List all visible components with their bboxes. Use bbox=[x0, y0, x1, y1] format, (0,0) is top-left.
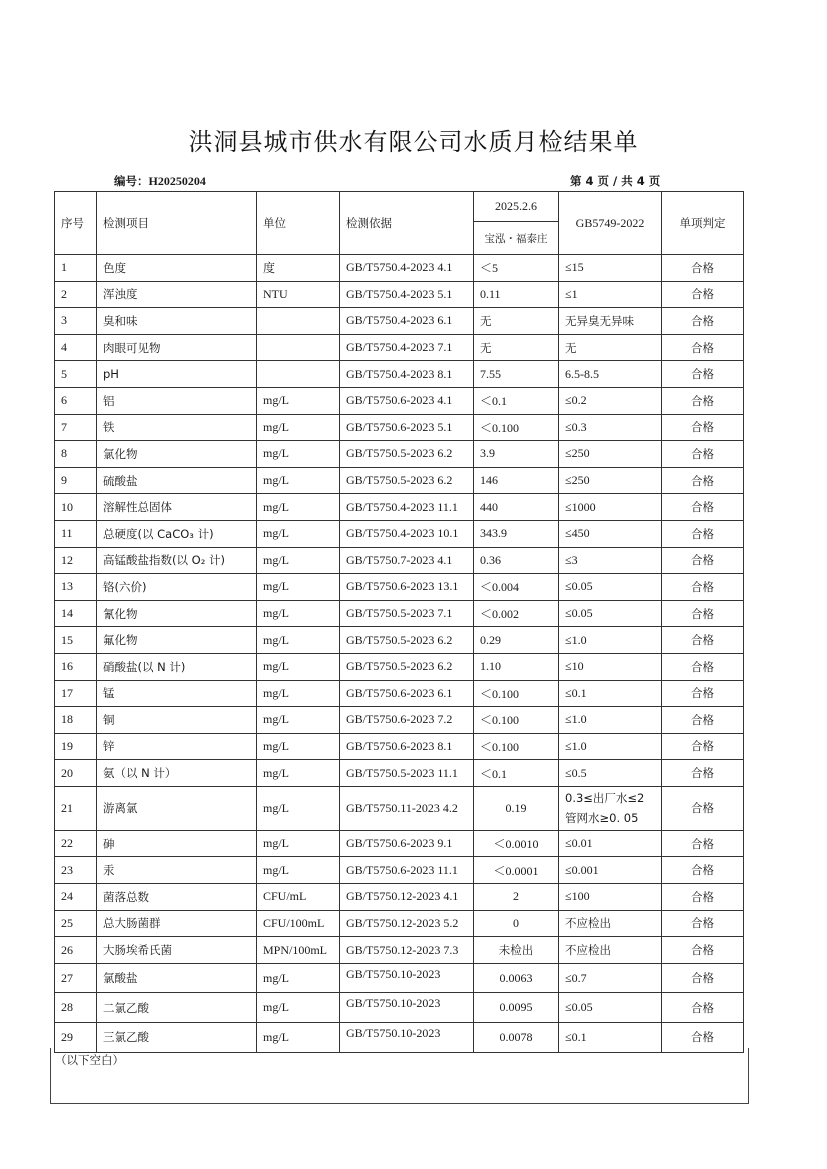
row-number: 8 bbox=[55, 441, 97, 468]
table-row bbox=[55, 441, 744, 468]
item-name: 硝酸盐(以 N 计) bbox=[97, 653, 257, 680]
verdict-cell: 合格 bbox=[662, 334, 744, 361]
table-row bbox=[55, 387, 744, 414]
basis-cell: GB/T5750.4-2023 6.1 bbox=[340, 308, 474, 335]
footer-box bbox=[50, 1048, 749, 1104]
unit-cell: CFU/100mL bbox=[257, 910, 340, 937]
item-name: 总硬度(以 CaCO₃ 计) bbox=[97, 520, 257, 547]
verdict-cell: 合格 bbox=[662, 707, 744, 734]
limit-cell: ≤1000 bbox=[559, 494, 662, 521]
basis-cell: GB/T5750.6-2023 11.1 bbox=[340, 857, 474, 884]
result-cell: 1.10 bbox=[474, 653, 559, 680]
verdict-cell: 合格 bbox=[662, 627, 744, 654]
limit-cell bbox=[559, 786, 662, 830]
verdict-cell: 合格 bbox=[662, 993, 744, 1023]
limit-line-1: 0.3≤出厂水≤2 bbox=[565, 791, 645, 806]
table-row bbox=[55, 334, 744, 361]
table-row bbox=[55, 574, 744, 601]
basis-cell: GB/T5750.10-2023 bbox=[340, 993, 474, 1023]
footer-note: （以下空白） bbox=[55, 1053, 124, 1067]
item-name: 三氯乙酸 bbox=[97, 1023, 257, 1053]
verdict-cell: 合格 bbox=[662, 494, 744, 521]
basis-cell: GB/T5750.6-2023 4.1 bbox=[340, 387, 474, 414]
row-number: 25 bbox=[55, 910, 97, 937]
item-name: 铬(六价) bbox=[97, 574, 257, 601]
table-row bbox=[55, 520, 744, 547]
verdict-cell: 合格 bbox=[662, 733, 744, 760]
basis-cell: GB/T5750.4-2023 8.1 bbox=[340, 361, 474, 388]
verdict-cell: 合格 bbox=[662, 387, 744, 414]
row-number: 17 bbox=[55, 680, 97, 707]
limit-cell: ≤1.0 bbox=[559, 733, 662, 760]
verdict-cell: 合格 bbox=[662, 308, 744, 335]
unit-cell bbox=[257, 308, 340, 335]
item-name: 氨（以 N 计） bbox=[97, 760, 257, 787]
row-number: 28 bbox=[55, 993, 97, 1023]
verdict-cell: 合格 bbox=[662, 653, 744, 680]
basis-cell: GB/T5750.12-2023 4.1 bbox=[340, 884, 474, 911]
table-row bbox=[55, 600, 744, 627]
limit-cell: ≤1.0 bbox=[559, 707, 662, 734]
table-row bbox=[55, 281, 744, 308]
row-number: 26 bbox=[55, 937, 97, 964]
verdict-cell: 合格 bbox=[662, 884, 744, 911]
unit-cell: mg/L bbox=[257, 963, 340, 993]
result-cell: 无 bbox=[474, 334, 559, 361]
row-number: 1 bbox=[55, 255, 97, 282]
table-row bbox=[55, 653, 744, 680]
unit-cell: mg/L bbox=[257, 786, 340, 830]
table-row bbox=[55, 857, 744, 884]
verdict-cell: 合格 bbox=[662, 520, 744, 547]
basis-cell: GB/T5750.4-2023 7.1 bbox=[340, 334, 474, 361]
result-cell: 0.11 bbox=[474, 281, 559, 308]
basis-cell: GB/T5750.6-2023 9.1 bbox=[340, 830, 474, 857]
header-date: 2025.2.6 bbox=[474, 192, 559, 222]
serial-number bbox=[114, 173, 206, 189]
unit-cell: NTU bbox=[257, 281, 340, 308]
table-row bbox=[55, 494, 744, 521]
unit-cell: mg/L bbox=[257, 653, 340, 680]
result-cell: ＜0.100 bbox=[474, 733, 559, 760]
verdict-cell: 合格 bbox=[662, 574, 744, 601]
row-number: 20 bbox=[55, 760, 97, 787]
row-number: 11 bbox=[55, 520, 97, 547]
table-row bbox=[55, 255, 744, 282]
row-number: 10 bbox=[55, 494, 97, 521]
table-row bbox=[55, 937, 744, 964]
limit-cell: ≤450 bbox=[559, 520, 662, 547]
verdict-cell: 合格 bbox=[662, 830, 744, 857]
table-row bbox=[55, 910, 744, 937]
verdict-cell: 合格 bbox=[662, 680, 744, 707]
item-name: 游离氯 bbox=[97, 786, 257, 830]
limit-cell: ≤100 bbox=[559, 884, 662, 911]
basis-cell: GB/T5750.4-2023 5.1 bbox=[340, 281, 474, 308]
verdict-cell: 合格 bbox=[662, 600, 744, 627]
limit-cell: ≤0.05 bbox=[559, 993, 662, 1023]
basis-cell: GB/T5750.5-2023 6.2 bbox=[340, 627, 474, 654]
row-number: 5 bbox=[55, 361, 97, 388]
verdict-cell: 合格 bbox=[662, 467, 744, 494]
item-name: pH bbox=[97, 361, 257, 388]
results-table bbox=[54, 191, 744, 1053]
unit-cell: mg/L bbox=[257, 414, 340, 441]
verdict-cell: 合格 bbox=[662, 857, 744, 884]
verdict-cell: 合格 bbox=[662, 786, 744, 830]
limit-cell: 不应检出 bbox=[559, 937, 662, 964]
basis-cell: GB/T5750.12-2023 7.3 bbox=[340, 937, 474, 964]
item-name: 氯化物 bbox=[97, 441, 257, 468]
result-cell: ＜0.002 bbox=[474, 600, 559, 627]
basis-cell: GB/T5750.5-2023 6.2 bbox=[340, 467, 474, 494]
row-number: 16 bbox=[55, 653, 97, 680]
table-row bbox=[55, 707, 744, 734]
verdict-cell: 合格 bbox=[662, 760, 744, 787]
row-number: 15 bbox=[55, 627, 97, 654]
row-number: 22 bbox=[55, 830, 97, 857]
limit-cell: 不应检出 bbox=[559, 910, 662, 937]
limit-cell: ≤0.1 bbox=[559, 1023, 662, 1053]
limit-cell: 6.5-8.5 bbox=[559, 361, 662, 388]
table-row bbox=[55, 733, 744, 760]
table-row bbox=[55, 414, 744, 441]
result-cell: ＜0.1 bbox=[474, 760, 559, 787]
header-location: 宝泓・福泰庄 bbox=[474, 222, 559, 255]
limit-cell: ≤0.5 bbox=[559, 760, 662, 787]
unit-cell bbox=[257, 361, 340, 388]
unit-cell: mg/L bbox=[257, 574, 340, 601]
item-name: 铁 bbox=[97, 414, 257, 441]
result-cell: 2 bbox=[474, 884, 559, 911]
result-cell: 440 bbox=[474, 494, 559, 521]
limit-cell: ≤0.001 bbox=[559, 857, 662, 884]
header-verdict: 单项判定 bbox=[662, 192, 744, 255]
row-number: 13 bbox=[55, 574, 97, 601]
result-cell: 0.19 bbox=[474, 786, 559, 830]
unit-cell: mg/L bbox=[257, 707, 340, 734]
item-name: 肉眼可见物 bbox=[97, 334, 257, 361]
result-cell: ＜0.0001 bbox=[474, 857, 559, 884]
header-standard: GB5749-2022 bbox=[559, 192, 662, 255]
limit-cell: ≤0.01 bbox=[559, 830, 662, 857]
item-name: 二氯乙酸 bbox=[97, 993, 257, 1023]
basis-cell: GB/T5750.10-2023 bbox=[340, 1023, 474, 1053]
header-item: 检测项目 bbox=[97, 192, 257, 255]
item-name: 浑浊度 bbox=[97, 281, 257, 308]
limit-cell: ≤250 bbox=[559, 441, 662, 468]
basis-cell: GB/T5750.4-2023 10.1 bbox=[340, 520, 474, 547]
table-row bbox=[55, 467, 744, 494]
result-cell: 0.0063 bbox=[474, 963, 559, 993]
unit-cell: mg/L bbox=[257, 993, 340, 1023]
verdict-cell: 合格 bbox=[662, 281, 744, 308]
item-name: 铝 bbox=[97, 387, 257, 414]
result-cell: 0.36 bbox=[474, 547, 559, 574]
unit-cell: mg/L bbox=[257, 857, 340, 884]
result-cell: ＜0.100 bbox=[474, 707, 559, 734]
basis-cell: GB/T5750.6-2023 5.1 bbox=[340, 414, 474, 441]
row-number: 3 bbox=[55, 308, 97, 335]
table-row bbox=[55, 786, 744, 830]
basis-cell: GB/T5750.5-2023 7.1 bbox=[340, 600, 474, 627]
basis-cell: GB/T5750.5-2023 6.2 bbox=[340, 441, 474, 468]
result-cell: ＜0.004 bbox=[474, 574, 559, 601]
item-name: 硫酸盐 bbox=[97, 467, 257, 494]
item-name: 高锰酸盐指数(以 O₂ 计) bbox=[97, 547, 257, 574]
limit-cell: ≤1 bbox=[559, 281, 662, 308]
row-number: 29 bbox=[55, 1023, 97, 1053]
row-number: 14 bbox=[55, 600, 97, 627]
page-info: 第 4 页 / 共 4 页 bbox=[570, 174, 661, 188]
unit-cell: mg/L bbox=[257, 520, 340, 547]
table-row bbox=[55, 308, 744, 335]
result-cell: ＜0.1 bbox=[474, 387, 559, 414]
limit-line-2: 管网水≥0. 05 bbox=[565, 811, 639, 826]
basis-cell: GB/T5750.10-2023 bbox=[340, 963, 474, 993]
verdict-cell: 合格 bbox=[662, 361, 744, 388]
header-basis: 检测依据 bbox=[340, 192, 474, 255]
item-name: 总大肠菌群 bbox=[97, 910, 257, 937]
basis-cell: GB/T5750.11-2023 4.2 bbox=[340, 786, 474, 830]
item-name: 砷 bbox=[97, 830, 257, 857]
verdict-cell: 合格 bbox=[662, 255, 744, 282]
document-title: 洪洞县城市供水有限公司水质月检结果单 bbox=[188, 128, 639, 156]
unit-cell: mg/L bbox=[257, 441, 340, 468]
unit-cell: mg/L bbox=[257, 467, 340, 494]
result-cell: ＜0.100 bbox=[474, 414, 559, 441]
row-number: 19 bbox=[55, 733, 97, 760]
item-name: 氰化物 bbox=[97, 600, 257, 627]
limit-cell: 无异臭无异味 bbox=[559, 308, 662, 335]
item-name: 色度 bbox=[97, 255, 257, 282]
basis-cell: GB/T5750.4-2023 4.1 bbox=[340, 255, 474, 282]
row-number: 18 bbox=[55, 707, 97, 734]
verdict-cell: 合格 bbox=[662, 963, 744, 993]
row-number: 21 bbox=[55, 786, 97, 830]
unit-cell: mg/L bbox=[257, 387, 340, 414]
unit-cell: CFU/mL bbox=[257, 884, 340, 911]
result-cell: 0.0095 bbox=[474, 993, 559, 1023]
verdict-cell: 合格 bbox=[662, 937, 744, 964]
limit-cell: ≤0.2 bbox=[559, 387, 662, 414]
item-name: 溶解性总固体 bbox=[97, 494, 257, 521]
verdict-cell: 合格 bbox=[662, 547, 744, 574]
table-row bbox=[55, 993, 744, 1023]
row-number: 9 bbox=[55, 467, 97, 494]
basis-cell: GB/T5750.7-2023 4.1 bbox=[340, 547, 474, 574]
limit-cell: 无 bbox=[559, 334, 662, 361]
row-number: 7 bbox=[55, 414, 97, 441]
limit-cell: ≤10 bbox=[559, 653, 662, 680]
row-number: 4 bbox=[55, 334, 97, 361]
table-row bbox=[55, 830, 744, 857]
result-cell: 无 bbox=[474, 308, 559, 335]
result-cell: ＜0.100 bbox=[474, 680, 559, 707]
item-name: 铜 bbox=[97, 707, 257, 734]
result-cell: 3.9 bbox=[474, 441, 559, 468]
result-cell: ＜5 bbox=[474, 255, 559, 282]
result-cell: 0.0078 bbox=[474, 1023, 559, 1053]
limit-cell: ≤0.7 bbox=[559, 963, 662, 993]
verdict-cell: 合格 bbox=[662, 414, 744, 441]
limit-cell: ≤3 bbox=[559, 547, 662, 574]
table-row bbox=[55, 361, 744, 388]
table-row bbox=[55, 680, 744, 707]
item-name: 锌 bbox=[97, 733, 257, 760]
basis-cell: GB/T5750.12-2023 5.2 bbox=[340, 910, 474, 937]
table-row bbox=[55, 760, 744, 787]
limit-cell: ≤0.05 bbox=[559, 574, 662, 601]
header-no: 序号 bbox=[55, 192, 97, 255]
header-unit: 单位 bbox=[257, 192, 340, 255]
item-name: 锰 bbox=[97, 680, 257, 707]
unit-cell: mg/L bbox=[257, 494, 340, 521]
item-name: 臭和味 bbox=[97, 308, 257, 335]
row-number: 23 bbox=[55, 857, 97, 884]
item-name: 氯酸盐 bbox=[97, 963, 257, 993]
row-number: 2 bbox=[55, 281, 97, 308]
unit-cell: mg/L bbox=[257, 600, 340, 627]
table-row bbox=[55, 884, 744, 911]
verdict-cell: 合格 bbox=[662, 1023, 744, 1053]
row-number: 24 bbox=[55, 884, 97, 911]
row-number: 27 bbox=[55, 963, 97, 993]
basis-cell: GB/T5750.4-2023 11.1 bbox=[340, 494, 474, 521]
table-row bbox=[55, 963, 744, 993]
result-cell: 146 bbox=[474, 467, 559, 494]
row-number: 6 bbox=[55, 387, 97, 414]
basis-cell: GB/T5750.6-2023 8.1 bbox=[340, 733, 474, 760]
basis-cell: GB/T5750.5-2023 11.1 bbox=[340, 760, 474, 787]
serial-value: H20250204 bbox=[148, 174, 206, 188]
basis-cell: GB/T5750.6-2023 13.1 bbox=[340, 574, 474, 601]
unit-cell: mg/L bbox=[257, 830, 340, 857]
serial-label: 编号： bbox=[114, 174, 149, 188]
row-number: 12 bbox=[55, 547, 97, 574]
basis-cell: GB/T5750.6-2023 6.1 bbox=[340, 680, 474, 707]
limit-cell: ≤0.05 bbox=[559, 600, 662, 627]
item-name: 氟化物 bbox=[97, 627, 257, 654]
unit-cell: MPN/100mL bbox=[257, 937, 340, 964]
unit-cell: mg/L bbox=[257, 547, 340, 574]
limit-cell: ≤15 bbox=[559, 255, 662, 282]
result-cell: 0.29 bbox=[474, 627, 559, 654]
verdict-cell: 合格 bbox=[662, 441, 744, 468]
result-cell: 0 bbox=[474, 910, 559, 937]
basis-cell: GB/T5750.5-2023 6.2 bbox=[340, 653, 474, 680]
table-row bbox=[55, 627, 744, 654]
verdict-cell: 合格 bbox=[662, 910, 744, 937]
item-name: 大肠埃希氏菌 bbox=[97, 937, 257, 964]
results-body bbox=[55, 255, 744, 1053]
item-name: 汞 bbox=[97, 857, 257, 884]
limit-cell: ≤1.0 bbox=[559, 627, 662, 654]
unit-cell: mg/L bbox=[257, 760, 340, 787]
result-cell: 未检出 bbox=[474, 937, 559, 964]
unit-cell bbox=[257, 334, 340, 361]
item-name: 菌落总数 bbox=[97, 884, 257, 911]
result-cell: 343.9 bbox=[474, 520, 559, 547]
basis-cell: GB/T5750.6-2023 7.2 bbox=[340, 707, 474, 734]
limit-cell: ≤250 bbox=[559, 467, 662, 494]
unit-cell: 度 bbox=[257, 255, 340, 282]
result-cell: ＜0.0010 bbox=[474, 830, 559, 857]
limit-cell: ≤0.3 bbox=[559, 414, 662, 441]
unit-cell: mg/L bbox=[257, 733, 340, 760]
unit-cell: mg/L bbox=[257, 627, 340, 654]
limit-cell: ≤0.1 bbox=[559, 680, 662, 707]
unit-cell: mg/L bbox=[257, 1023, 340, 1053]
result-cell: 7.55 bbox=[474, 361, 559, 388]
table-row bbox=[55, 547, 744, 574]
unit-cell: mg/L bbox=[257, 680, 340, 707]
